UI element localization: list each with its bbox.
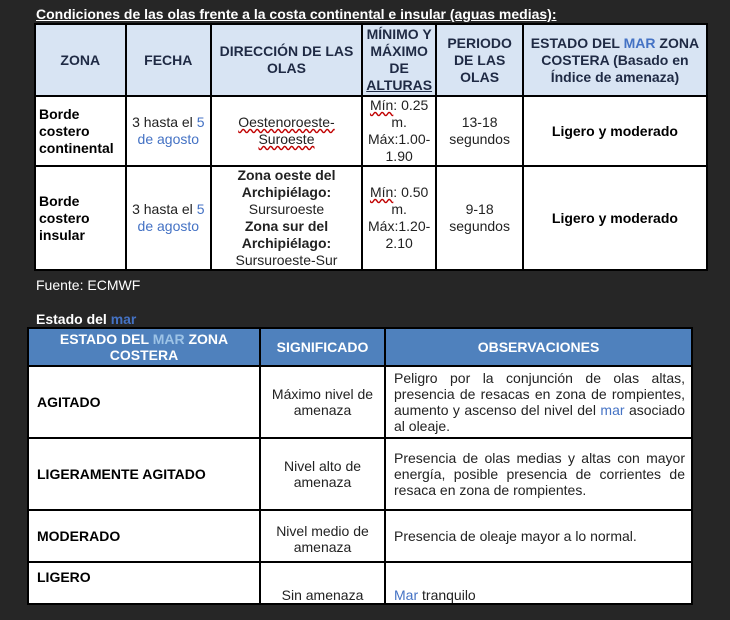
subtitle-text: Estado del (36, 311, 111, 327)
cell-periodo: 13-18 segundos (436, 96, 523, 166)
cell-min-max (362, 96, 436, 166)
obs-part2: asociado al oleaje. (394, 402, 686, 434)
direccion-text: Oestenoroeste-Suroeste (238, 114, 335, 147)
fecha-part2: de agosto (137, 218, 200, 234)
min-value: : 0.50 m. (391, 184, 429, 217)
cell-estado: AGITADO (28, 366, 260, 438)
cell-fecha (126, 96, 212, 166)
obs-part1: Peligro por la conjunción de olas altas, presencia de resacas en zona de rompientes, aumento y ascenso del nivel del (394, 370, 685, 418)
cell-periodo: 9-18 segundos (436, 166, 523, 270)
cell-fecha (126, 166, 212, 270)
cell-observaciones (385, 366, 692, 438)
obs-mar: Mar (394, 587, 419, 603)
header-min-max-text: MÍNIMO Y MÁXIMO DE (366, 26, 432, 76)
table-header-row (35, 24, 707, 96)
max-value: Máx:1.20-2.10 (368, 218, 431, 251)
cell-estado: MODERADO (28, 510, 260, 562)
section-subtitle (36, 311, 136, 327)
zona-sur-title: Zona sur del Archipiélago: (241, 218, 332, 251)
header-estado (523, 24, 707, 96)
table-row (28, 438, 692, 510)
header-direccion: DIRECCIÓN DE LAS OLAS (211, 24, 362, 96)
header-estado-part1: ESTADO DEL (59, 331, 153, 347)
min-label: Mín (369, 97, 394, 113)
cell-min-max (362, 166, 436, 270)
cell-significado: Nivel medio de amenaza (260, 510, 385, 562)
page-title: Condiciones de las olas frente a la costa continental e insular (aguas medias): (36, 6, 557, 22)
table-row (28, 366, 692, 438)
zona-oeste-value: Sursuroeste (248, 201, 325, 217)
header-zona: ZONA (35, 24, 126, 96)
header-alturas-text: ALTURAS (366, 77, 433, 93)
table-row (28, 510, 692, 562)
header-fecha: FECHA (126, 24, 212, 96)
cell-zona: Borde costero continental (35, 96, 126, 166)
cell-estado: Ligero y moderado (523, 166, 707, 270)
cell-estado: LIGERAMENTE AGITADO (28, 438, 260, 510)
header-estado-part2: ZONA COSTERA (109, 331, 229, 363)
header-estado-mar: MAR (623, 34, 656, 51)
cell-direccion (211, 96, 362, 166)
header-min-max (362, 24, 436, 96)
header-periodo: PERIODO DE LAS OLAS (436, 24, 523, 96)
header-estado-part1: ESTADO DEL (530, 34, 624, 51)
table-row (35, 166, 707, 270)
table-row (28, 562, 692, 604)
fecha-part1: 3 hasta el (132, 201, 197, 217)
table-row (35, 96, 707, 166)
cell-zona: Borde costero insular (35, 166, 126, 270)
sea-state-table (27, 327, 693, 605)
table-header-row (28, 328, 692, 366)
fecha-part2: de agosto (137, 131, 200, 147)
cell-direccion (211, 166, 362, 270)
wave-conditions-table (34, 23, 708, 271)
cell-significado: Nivel alto de amenaza (260, 438, 385, 510)
header-observaciones: OBSERVACIONES (385, 328, 692, 366)
cell-significado: Máximo nivel de amenaza (260, 366, 385, 438)
obs-mar: mar (600, 402, 625, 418)
fecha-part1: 3 hasta el (132, 114, 197, 130)
fecha-number: 5 (196, 114, 205, 130)
cell-observaciones (385, 562, 692, 604)
min-value: : 0.25 m. (391, 97, 429, 130)
header-estado-mar-word: MAR (152, 331, 185, 347)
cell-significado: Sin amenaza (260, 562, 385, 604)
obs-part2: tranquilo (418, 587, 476, 603)
cell-estado: Ligero y moderado (523, 96, 707, 166)
max-value: Máx:1.00-1.90 (368, 131, 431, 164)
header-significado: SIGNIFICADO (260, 328, 385, 366)
min-label: Mín (369, 184, 394, 200)
cell-observaciones: Presencia de olas medias y altas con mayor energía, posible presencia de corrientes de resaca en zona de rompientes. (385, 438, 692, 510)
zona-oeste-title: Zona oeste del Archipiélago: (237, 167, 336, 200)
header-estado-part2: ZONA COSTERA (Basado en Índice de amenaza) (541, 34, 700, 85)
source-note: Fuente: ECMWF (36, 277, 141, 293)
zona-sur-value: Sursuroeste-Sur (235, 252, 338, 268)
cell-estado: LIGERO (28, 562, 260, 604)
subtitle-mar: mar (110, 311, 137, 327)
header-estado-mar (28, 328, 260, 366)
fecha-number: 5 (196, 201, 205, 217)
cell-observaciones: Presencia de oleaje mayor a lo normal. (385, 510, 692, 562)
